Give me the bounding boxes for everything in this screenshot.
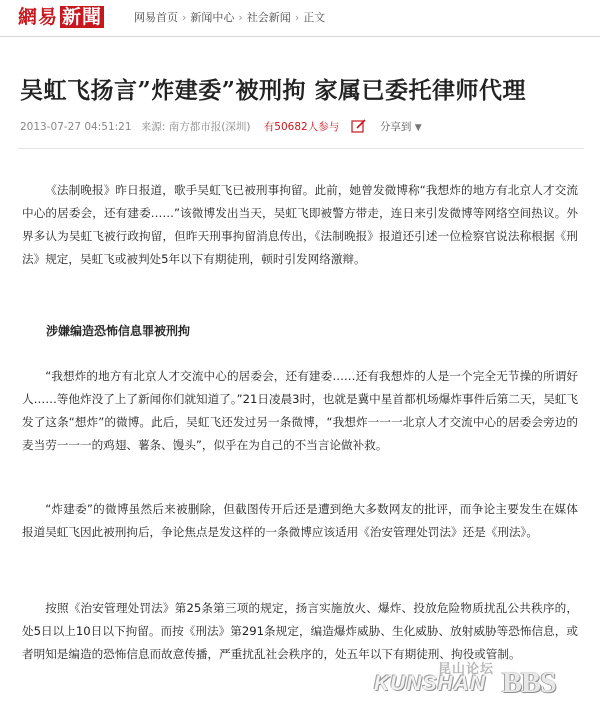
share-label: 分享到: [379, 121, 412, 133]
breadcrumb-current: 正文: [303, 11, 326, 24]
share-button[interactable]: [380, 121, 422, 133]
breadcrumb-separator-icon: ›: [182, 11, 187, 24]
breadcrumb-netease-home[interactable]: 网易首页: [134, 11, 178, 24]
participant-count[interactable]: 有50682人参与: [263, 121, 340, 133]
paragraph-4: 按照《治安管理处罚法》第25条第三项的规定，扬言实施放火、爆炸、投放危险物质扰乱公共秩序的，处5日以上10日以下拘留。而按《刑法》第291条规定，编造爆炸威胁、生化威胁、放射威胁等恐怖信息，或者明知是编造的恐怖信息而故意传播，严重扰乱社会秩序的，处五年以下有期徒刑、拘役或管制。: [22, 601, 578, 661]
breadcrumb: [134, 10, 325, 26]
paragraph-1: 《法制晚报》昨日报道，歌手吴虹飞已被刑事拘留。此前，她曾发微博称“我想炸的地方有北京人才交流中心的居委会，还有建委……”该微博发出当天，吴虹飞即被警方带走，连日来引发微博等网络空间热议。外界多认为吴虹飞被行政拘留，但昨天刑事拘留消息传出，《法制晚报》报道还引述一位检察官说法称根据《刑法》规定，吴虹飞或被判处5年以下有期徒刑，顿时引发网络激辩。: [22, 183, 578, 266]
watermark-bbs-text: BBS: [502, 666, 556, 699]
paragraph-3: “炸建委”的微博虽然后来被删除，但截图传开后还是遭到绝大多数网友的批评，而争论主要发生在媒体报道吴虹飞因此被刑拘后，争论焦点是发这样的一条微博应该适用《治安管理处罚法》还是《刑法》。: [22, 502, 578, 539]
logo-text-netease: 網易: [18, 6, 59, 28]
breadcrumb-news-center[interactable]: 新闻中心: [190, 11, 235, 24]
chevron-down-icon: ▼: [414, 123, 422, 133]
article-meta: [20, 118, 590, 136]
logo-text-news: 新聞: [62, 6, 103, 28]
article-source: 来源: 南方都市报(深圳): [140, 121, 251, 133]
publish-date: 2013-07-27 04:51:21: [20, 121, 132, 133]
netease-news-logo[interactable]: [18, 6, 104, 28]
watermark-cn-text: 昆山论坛: [438, 662, 495, 677]
paragraph-2: “我想炸的地方有北京人才交流中心的居委会，还有建委……还有我想炸的人是一个完全无节操的所谓好人……等他炸没了上了新闻你们就知道了。”21日凌晨3时，也就是冀中星首都机场爆炸事件后第二天，吴虹飞发了这条“想炸”的微博。此后，吴虹飞还发过另一条微博，“我想炸一一一北京人才交流中心的居委会旁边的麦当劳一一一的鸡翅、薯条、馒头”，似乎在为自己的不当言论做补救。: [22, 369, 578, 452]
comment-edit-icon[interactable]: [351, 119, 367, 133]
top-nav-bar: [0, 0, 600, 37]
divider: [18, 148, 584, 149]
breadcrumb-separator-icon: ›: [238, 11, 243, 24]
section-subheading: 涉嫌编造恐怖信息罪被刑拘: [46, 324, 191, 338]
watermark-en-text: KUNSHAN: [374, 672, 486, 695]
breadcrumb-social-news[interactable]: 社会新闻: [246, 11, 291, 24]
article-title: 吴虹飞扬言”炸建委”被刑拘 家属已委托律师代理: [20, 77, 526, 104]
breadcrumb-separator-icon: ›: [294, 11, 300, 24]
